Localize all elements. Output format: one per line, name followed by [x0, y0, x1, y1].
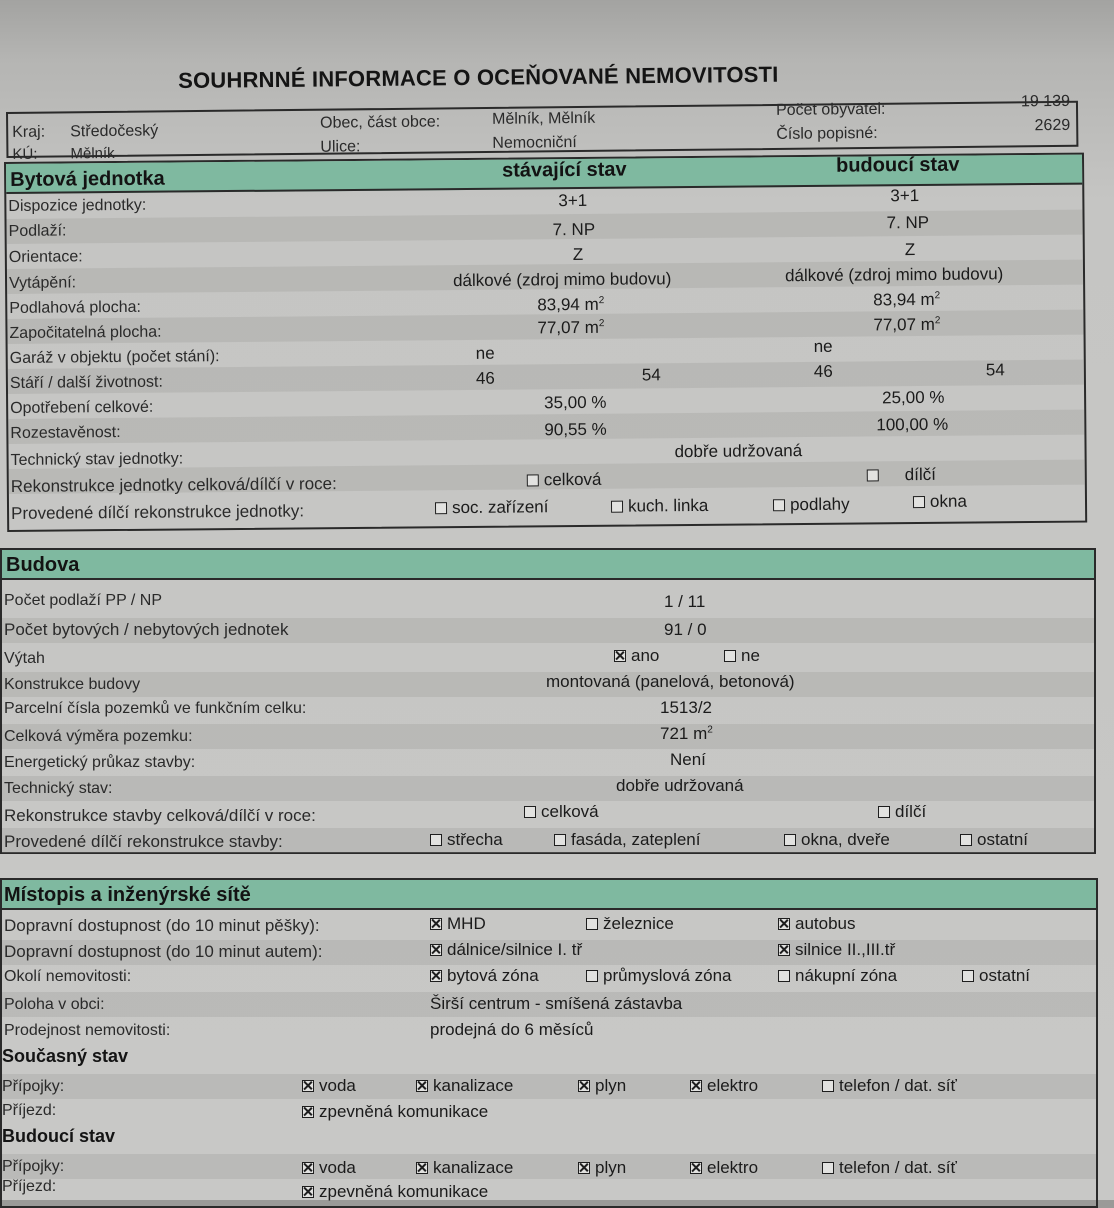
checked-checkbox-icon: [302, 1080, 314, 1092]
obyvatel-label: Počet obyvatel:: [775, 100, 886, 119]
location-row: Příjezd: zpevněná komunikace: [2, 1178, 489, 1201]
building-row: Technický stav: dobře udržovaná: [2, 776, 1094, 801]
location-row: Dopravní dostupnost (do 10 minut autem): dálnice/silnice I. tř silnice II.,III.tř: [2, 940, 1096, 965]
checkbox-icon: [822, 1162, 834, 1174]
checkbox-icon: [527, 474, 539, 486]
checkbox-voda[interactable]: voda: [302, 1076, 356, 1096]
ulice-label: Ulice:: [320, 138, 361, 156]
checkbox-icon: [554, 834, 566, 846]
popisne-value: 2629: [1034, 116, 1071, 135]
location-row: Prodejnost nemovitosti: prodejná do 6 měsíců: [4, 1020, 594, 1039]
kraj-label: Kraj:: [12, 123, 46, 141]
unit-row: Technický stav jednotky: dobře udržovaná: [10, 441, 803, 469]
checked-checkbox-icon: [430, 944, 442, 956]
checkbox-icon: [867, 469, 879, 481]
building-row: Rekonstrukce stavby celková/dílčí v roce: celková dílčí: [4, 802, 927, 825]
building-row: Počet podlaží PP / NP 1 / 11: [4, 592, 706, 611]
location-row: [2, 1044, 1096, 1069]
checkbox-icon: [878, 806, 890, 818]
unit-heading: Bytová jednotka: [10, 167, 165, 191]
col-future-heading: budoucí stav: [835, 153, 960, 177]
building-row: Konstrukce budovy montovaná (panelová, betonová): [2, 672, 1094, 697]
checkbox-telefon[interactable]: telefon / dat. síť: [822, 1076, 957, 1096]
location-row: Příjezd: zpevněná komunikace: [2, 1102, 489, 1121]
checkbox-zeleznice[interactable]: železnice: [586, 914, 674, 934]
checkbox-kanalizace[interactable]: kanalizace: [416, 1158, 513, 1178]
checkbox-dalnice[interactable]: dálnice/silnice I. tř: [430, 940, 582, 960]
checkbox-bytova-zona[interactable]: bytová zóna: [430, 966, 539, 986]
building-row: Provedené dílčí rekonstrukce stavby: střecha fasáda, zateplení okna, dveře ostatní: [2, 828, 1094, 853]
checkbox-fasada[interactable]: fasáda, zateplení: [554, 830, 700, 850]
future-state-heading: Budoucí stav: [2, 1126, 116, 1146]
unit-row: Podlahová plocha: 83,94 $m^2$ 83,94 $m^2$: [9, 289, 941, 317]
location-section-header: [2, 880, 1096, 910]
checkbox-icon: [524, 806, 536, 818]
unit-row: Rekonstrukce jednotky celková/dílčí v roce: celková dílčí: [9, 460, 1085, 494]
checked-checkbox-icon: [302, 1162, 314, 1174]
checkbox-voda[interactable]: voda: [302, 1158, 356, 1178]
current-state-heading: Současný stav: [2, 1046, 129, 1066]
checkbox-soc-zarizeni[interactable]: soc. zařízení: [435, 497, 549, 518]
checkbox-dilci[interactable]: dílčí: [867, 465, 936, 486]
building-section-header: [2, 550, 1094, 580]
checkbox-icon: [611, 501, 623, 513]
unit-row: Dispozice jednotky: 3+1 3+1: [8, 186, 920, 215]
checkbox-okna[interactable]: okna: [913, 492, 967, 512]
location-section: [0, 878, 1098, 1208]
obyvatel-value: 19 139: [1020, 92, 1071, 111]
checked-checkbox-icon: [430, 970, 442, 982]
property-header-box: [6, 92, 1078, 163]
popisne-label: Číslo popisné:: [776, 124, 878, 143]
unit-row: Rozestavěnost: 90,55 % 100,00 %: [8, 410, 1084, 444]
checked-checkbox-icon: [302, 1186, 314, 1198]
checkbox-vytah-ne[interactable]: ne: [724, 646, 760, 666]
location-row: Dopravní dostupnost (do 10 minut pěšky): MHD železnice autobus: [4, 914, 856, 935]
checkbox-celkova[interactable]: celková: [524, 802, 599, 822]
location-row: Přípojky: voda kanalizace plyn elektro telefon / dat. síť: [2, 1074, 1096, 1099]
unit-row: Započitatelná plocha: 77,07 $m^2$ 77,07 $m^2$: [7, 310, 1083, 344]
checkbox-icon: [960, 834, 972, 846]
unit-row: Stáří / další životnost: 46 54 46 54: [8, 360, 1084, 394]
checkbox-icon: [430, 834, 442, 846]
location-row: Poloha v obci: Širší centrum - smíšená zástavba: [2, 992, 1096, 1017]
checkbox-ostatni[interactable]: ostatní: [960, 830, 1028, 850]
checkbox-kuch-linka[interactable]: kuch. linka: [611, 496, 708, 517]
checkbox-mhd[interactable]: MHD: [430, 914, 486, 934]
unit-section: [4, 153, 1087, 532]
unit-row: Podlaží: 7. NP 7. NP: [6, 210, 1082, 244]
checkbox-icon: [773, 499, 785, 511]
checkbox-kanalizace[interactable]: kanalizace: [416, 1076, 513, 1096]
checkbox-icon: [784, 834, 796, 846]
unit-row: Vytápění: dálkové (zdroj mimo budovu) dálkové (zdroj mimo budovu): [7, 260, 1083, 294]
checked-checkbox-icon: [778, 918, 790, 930]
building-row: Výtah ano ne: [4, 646, 760, 667]
checkbox-zpevnena[interactable]: zpevněná komunikace: [302, 1102, 488, 1122]
checkbox-nakupni-zona[interactable]: nákupní zóna: [778, 966, 897, 986]
checkbox-plyn[interactable]: plyn: [578, 1076, 626, 1096]
checkbox-icon: [913, 496, 925, 508]
checkbox-icon: [822, 1080, 834, 1092]
obec-label: Obec, část obce:: [320, 113, 441, 132]
checkbox-podlahy[interactable]: podlahy: [773, 495, 850, 516]
checkbox-zpevnena[interactable]: zpevněná komunikace: [302, 1182, 488, 1202]
checked-checkbox-icon: [416, 1080, 428, 1092]
checkbox-ostatni[interactable]: ostatní: [962, 966, 1030, 986]
building-row: Parcelní čísla pozemků ve funkčním celku: 1513/2: [4, 698, 712, 717]
unit-row: Garáž v objektu (počet stání): ne ne: [9, 336, 833, 367]
checkbox-dilci[interactable]: dílčí: [878, 802, 926, 822]
checkbox-icon: [724, 650, 736, 662]
ulice-value: Nemocniční: [492, 134, 577, 152]
location-row: Přípojky: voda kanalizace plyn elektro telefon / dat. síť: [2, 1154, 1096, 1179]
unit-row: Opotřebení celkové: 35,00 % 25,00 %: [10, 387, 945, 417]
unit-row: Provedené dílčí rekonstrukce jednotky: soc. zařízení kuch. linka podlahy okna: [10, 491, 967, 523]
checkbox-icon: [435, 502, 447, 514]
checkbox-icon: [586, 918, 598, 930]
checked-checkbox-icon: [614, 650, 626, 662]
checkbox-icon: [962, 970, 974, 982]
ku-label: KÚ:: [12, 145, 38, 163]
checked-checkbox-icon: [578, 1080, 590, 1092]
checkbox-okna-dvere[interactable]: okna, dveře: [784, 830, 890, 850]
checkbox-plyn[interactable]: plyn: [578, 1158, 626, 1178]
building-row: Počet bytových / nebytových jednotek 91 / 0: [2, 618, 1094, 643]
checkbox-icon: [586, 970, 598, 982]
unit-row: Orientace: Z Z: [8, 240, 916, 266]
checkbox-telefon[interactable]: telefon / dat. síť: [822, 1158, 957, 1178]
checked-checkbox-icon: [578, 1162, 590, 1174]
checkbox-elektro[interactable]: elektro: [690, 1158, 758, 1178]
checkbox-vytah-ano[interactable]: ano: [614, 646, 659, 666]
building-section: [0, 548, 1096, 854]
building-row: Energetický průkaz stavby: Není: [4, 750, 706, 771]
building-row: Celková výměra pozemku: 721 $m^2$: [2, 724, 1094, 749]
checkbox-icon: [778, 970, 790, 982]
location-row: Okolí nemovitosti: bytová zóna průmyslová zóna nákupní zóna ostatní: [4, 966, 1031, 985]
kraj-value: Středočeský: [70, 122, 159, 141]
checked-checkbox-icon: [778, 944, 790, 956]
location-row: [2, 1124, 1096, 1149]
checkbox-elektro[interactable]: elektro: [690, 1076, 758, 1096]
checkbox-prumyslova-zona[interactable]: průmyslová zóna: [586, 966, 732, 986]
checked-checkbox-icon: [690, 1080, 702, 1092]
col-current-heading: stávající stav: [501, 158, 627, 182]
checked-checkbox-icon: [430, 918, 442, 930]
building-heading: Budova: [6, 554, 80, 576]
obec-value: Mělník, Mělník: [492, 109, 596, 128]
ku-value: Mělník: [70, 144, 115, 163]
checked-checkbox-icon: [302, 1106, 314, 1118]
checkbox-celkova[interactable]: celková: [527, 470, 602, 491]
location-heading: Místopis a inženýrské sítě: [4, 884, 251, 906]
document-title: SOUHRNNÉ INFORMACE O OCEŇOVANÉ NEMOVITOSTI: [178, 61, 779, 93]
checkbox-autobus[interactable]: autobus: [778, 914, 856, 934]
checkbox-silnice[interactable]: silnice II.,III.tř: [778, 940, 895, 960]
checked-checkbox-icon: [416, 1162, 428, 1174]
checked-checkbox-icon: [690, 1162, 702, 1174]
checkbox-strecha[interactable]: střecha: [430, 830, 503, 850]
